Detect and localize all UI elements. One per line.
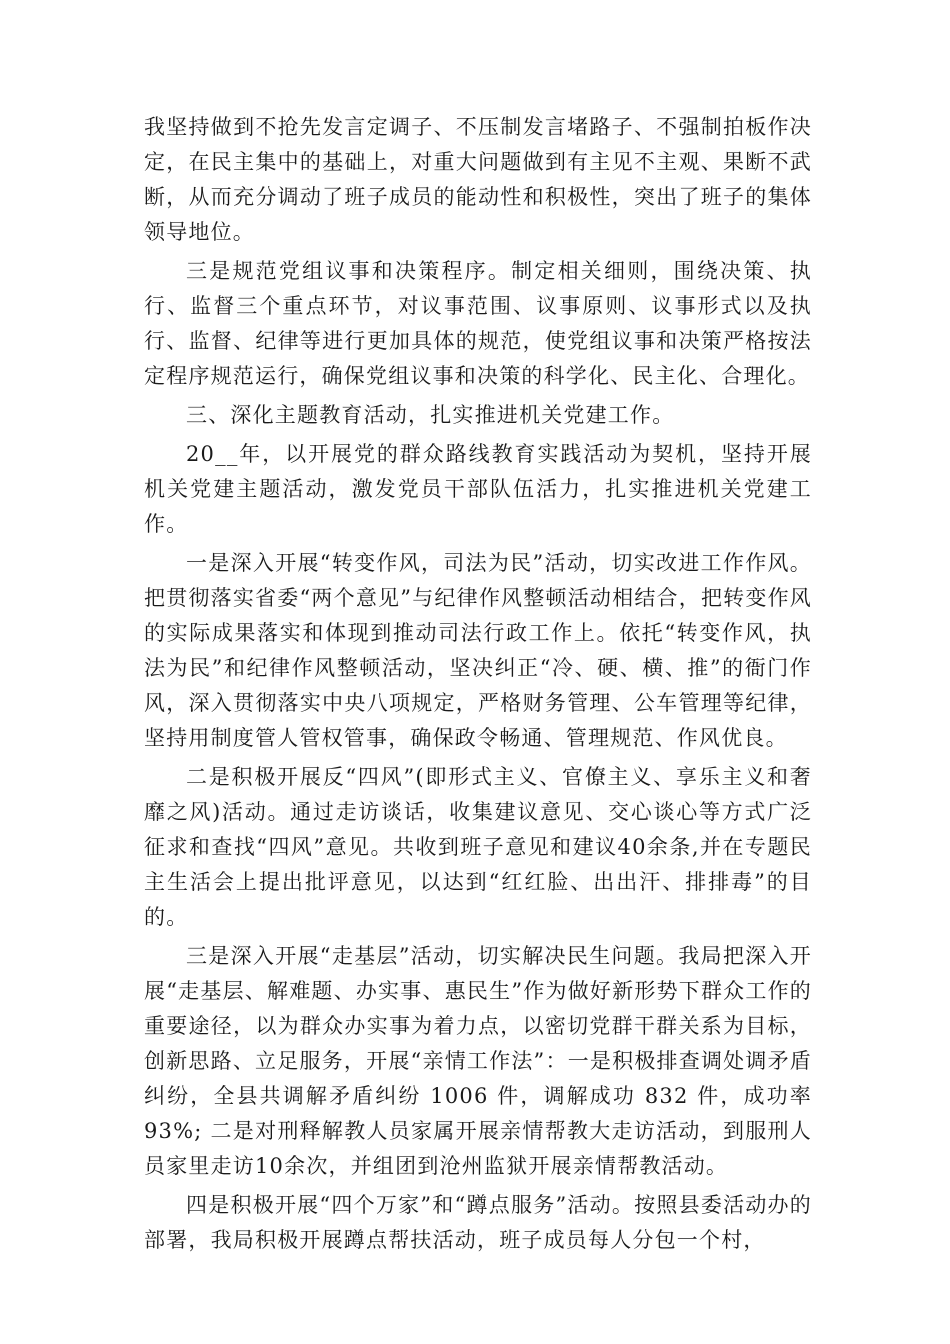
paragraph-2: 三是规范党组议事和决策程序。制定相关细则，围绕决策、执行、监督三个重点环节，对议事范围、议事原则、议事形式以及执行、监督、纪律等进行更加具体的规范，使党组议事和决策严格按法定程序规范运行，确保党组议事和决策的科学化、民主化、合理化。: [144, 259, 812, 388]
document-page: [144, 110, 812, 1262]
section-heading-3: 三、深化主题教育活动，扎实推进机关党建工作。: [186, 403, 675, 427]
paragraph-7: 三是深入开展“走基层”活动，切实解决民生问题。我局把深入开展“走基层、解难题、办实事、惠民生”作为做好新形势下群众工作的重要途径，以为群众办实事为着力点，以密切党群干群关系为目标，创新思路、立足服务，开展“亲情工作法”：一是积极排查调处调矛盾纠纷，全县共调解矛盾纠纷 1006 件，调解成功 832 件，成功率 93%; 二是对刑释解教人员家属开展亲情帮教大走访活动，到服刑人员家里走访10余次，并组团到沧州监狱开展亲情帮教活动。: [144, 944, 812, 1178]
paragraph-6: 二是积极开展反“四风”(即形式主义、官僚主义、享乐主义和奢靡之风)活动。通过走访谈话，收集建议意见、交心谈心等方式广泛征求和查找“四风”意见。共收到班子意见和建议40余条,并在专题民主生活会上提出批评意见，以达到“红红脸、出出汗、排排毒”的目的。: [144, 765, 812, 929]
paragraph-4: 20__年，以开展党的群众路线教育实践活动为契机，坚持开展机关党建主题活动，激发党员干部队伍活力，扎实推进机关党建工作。: [144, 442, 812, 536]
paragraph-5: 一是深入开展“转变作风，司法为民”活动，切实改进工作作风。把贯彻落实省委“两个意见”与纪律作风整顿活动相结合，把转变作风的实际成果落实和体现到推动司法行政工作上。依托“转变作风，执法为民”和纪律作风整顿活动，坚决纠正“冷、硬、横、推”的衙门作风，深入贯彻落实中央八项规定，严格财务管理、公车管理等纪律，坚持用制度管人管权管事，确保政令畅通、管理规范、作风优良。: [144, 551, 812, 750]
paragraph-1: 我坚持做到不抢先发言定调子、不压制发言堵路子、不强制拍板作决定，在民主集中的基础上，对重大问题做到有主见不主观、果断不武断，从而充分调动了班子成员的能动性和积极性，突出了班子的集体领导地位。: [144, 115, 812, 244]
paragraph-8: 四是积极开展“四个万家”和“蹲点服务”活动。按照县委活动办的部署，我局积极开展蹲点帮扶活动，班子成员每人分包一个村，: [144, 1193, 812, 1252]
